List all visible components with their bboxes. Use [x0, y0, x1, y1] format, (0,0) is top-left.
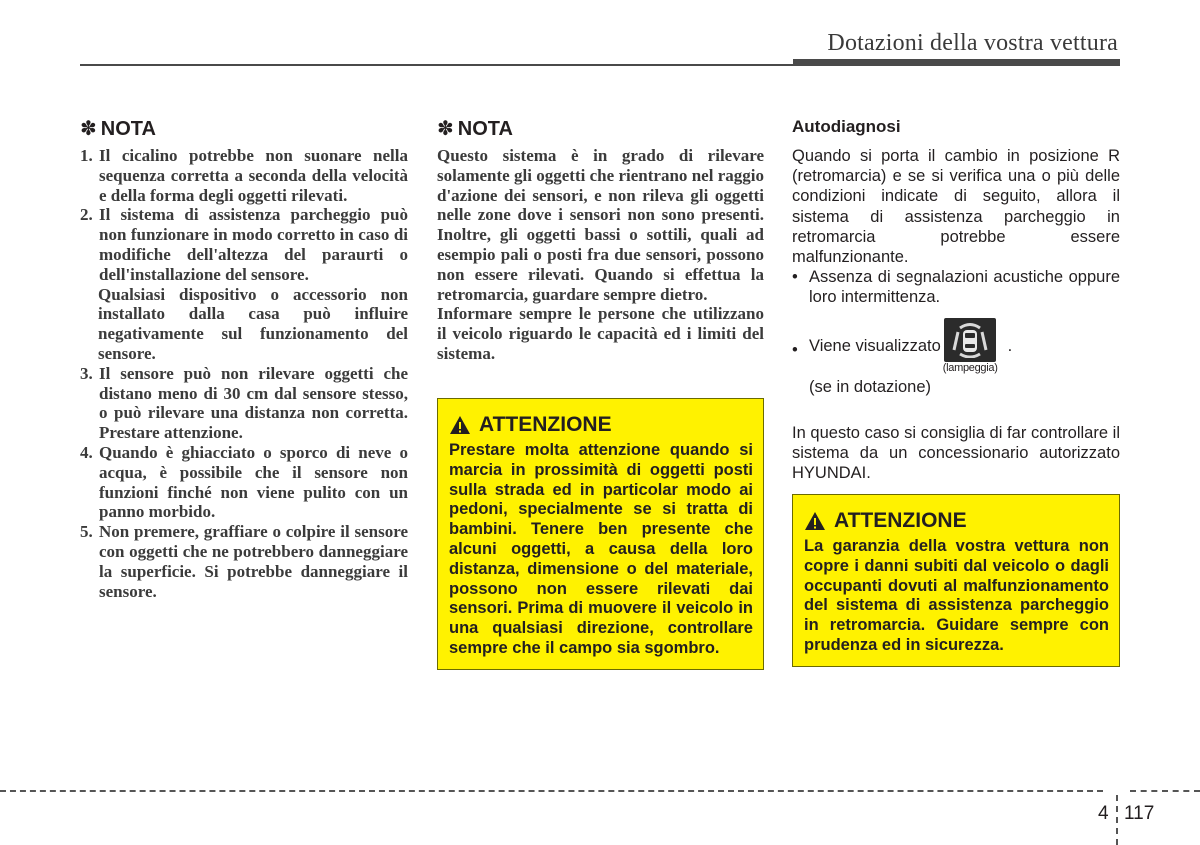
list-item-number: 5.: [80, 522, 93, 542]
page-number: 117: [1124, 803, 1155, 824]
warning-triangle-icon: [804, 511, 826, 531]
equipment-note: (se in dotazione): [809, 377, 931, 396]
parking-sensor-icon: [944, 318, 996, 362]
advice-paragraph: In questo caso si consiglia di far controllare il sistema da un concessionario autorizzato HYUNDAI.: [792, 423, 1120, 483]
list-item-number: 3.: [80, 363, 93, 383]
warning-heading: [804, 507, 1109, 535]
list-item-text: Il sistema di assistenza parcheggio può non funzionare in modo corretto in caso di modifiche dell'altezza del paraurti o dell'installazione del sensore.: [99, 205, 408, 284]
nota-paragraph: Questo sistema è in grado di rilevare solamente gli oggetti che rientrano nel raggio d'azione dei sensori, e non rileva gli oggetti nelle zone dove i sensori non sono presenti. Inoltre, gli oggetti bassi o sottili, quali ad esempio pali o posti fra due sensori, possono non essere rilevati. Quando si effettua la retromarcia, guardare sempre dietro.: [437, 146, 764, 304]
column-1: [80, 116, 408, 601]
list-item: [80, 522, 408, 601]
nota-paragraph: Qualsiasi dispositivo o accessorio non installato dalla casa può influire negativamente sul funzionamento del sensore.: [98, 284, 408, 363]
warning-text: Prestare molta attenzione quando si marcia in prossimità di oggetti posti sulla strada ed in particolar modo ai pedoni, specialmente se si tratta di bambini. Tenere ben presente che alcuni oggetti, a causa della loro distanza, dimensione o del materiale, possono non essere rilevati dai sensori. Prima di muovere il veicolo in una qualsiasi direzione, controllare sempre che il campo sia sgombro.: [449, 441, 753, 657]
nota-heading: [437, 116, 764, 142]
icon-caption: (lampeggia): [942, 361, 998, 374]
footer-rule: [1130, 790, 1200, 792]
nota-heading-label: NOTA: [100, 118, 156, 140]
list-item-text: Viene visualizzato: [809, 337, 941, 356]
warning-text: La garanzia della vostra vettura non copre i danni subiti dal veicolo o dagli occupanti dovuti al malfunzionamento del sistema di assistenza parcheggio in retromarcia. Guidare sempre con prudenza ed in sicurezza.: [804, 537, 1109, 654]
list-item-number: 4.: [80, 442, 93, 462]
indicator-row: [809, 318, 1120, 375]
warning-heading-label: ATTENZIONE: [834, 509, 967, 532]
chapter-number: 4: [1098, 803, 1109, 824]
footer-rule: [0, 790, 1103, 792]
nota-body: [437, 146, 764, 364]
list-item: [80, 443, 408, 522]
condition-list: [792, 267, 1120, 397]
intro-paragraph: Quando si porta il cambio in posizione R (retromarcia) e se si verifica una o più delle condizioni indicate di seguito, allora il sistema di assistenza parcheggio in retromarcia potrebbe essere malfunzionante.: [792, 147, 1120, 267]
list-item-number: 1.: [80, 146, 93, 165]
list-item: [80, 364, 408, 443]
sentence-end: .: [1007, 337, 1013, 356]
bullet: •: [792, 340, 798, 359]
list-item-number: 2.: [80, 205, 93, 225]
footer-divider: [1116, 795, 1118, 845]
nota-paragraph: Informare sempre le persone che utilizzano il veicolo riguardo le capacità ed i limiti del sistema.: [437, 304, 764, 363]
nota-heading-label: NOTA: [457, 118, 513, 140]
list-item: [792, 267, 1120, 307]
list-item-text: Il sensore può non rilevare oggetti che distano meno di 30 cm dal sensore stesso, o può rilevare una distanza non corretta. Prestare attenzione.: [99, 363, 408, 443]
column-2: [437, 116, 764, 364]
header-rule-accent: [793, 59, 1120, 66]
column-3: [792, 116, 1120, 483]
warning-box: [792, 494, 1120, 667]
list-item-text: Il cicalino potrebbe non suonare nella sequenza corretta a seconda della velocità e della forma degli oggetti rilevati.: [99, 146, 408, 205]
section-body: [792, 146, 1120, 483]
list-item-text: Non premere, graffiare o colpire il sensore con oggetti che ne potrebbero danneggiare la superficie. Si potrebbe danneggiare il sensore.: [99, 522, 408, 601]
section-heading: Autodiagnosi: [792, 117, 901, 136]
parking-indicator: [943, 318, 998, 375]
nota-body: [80, 146, 408, 601]
list-item-text: Quando è ghiacciato o sporco di neve o acqua, è possibile che il sensore non funzioni finché non viene pulito con un panno morbido.: [99, 442, 408, 522]
warning-heading: [449, 411, 753, 439]
warning-box: [437, 398, 764, 670]
nota-list: [80, 146, 408, 285]
nota-heading: [80, 116, 408, 142]
page-title: Dotazioni della vostra vettura: [827, 30, 1118, 56]
list-item: [80, 205, 408, 284]
warning-triangle-icon: [449, 415, 471, 435]
list-item: [792, 318, 1120, 397]
nota-list-continued: [80, 364, 408, 602]
star-icon: ✽: [80, 118, 97, 140]
warning-heading-label: ATTENZIONE: [479, 413, 612, 436]
star-icon: ✽: [437, 118, 454, 140]
list-item-text: Assenza di segnalazioni acustiche oppure loro intermittenza.: [809, 268, 1120, 307]
bullet: •: [792, 268, 798, 287]
list-item: [80, 146, 408, 205]
